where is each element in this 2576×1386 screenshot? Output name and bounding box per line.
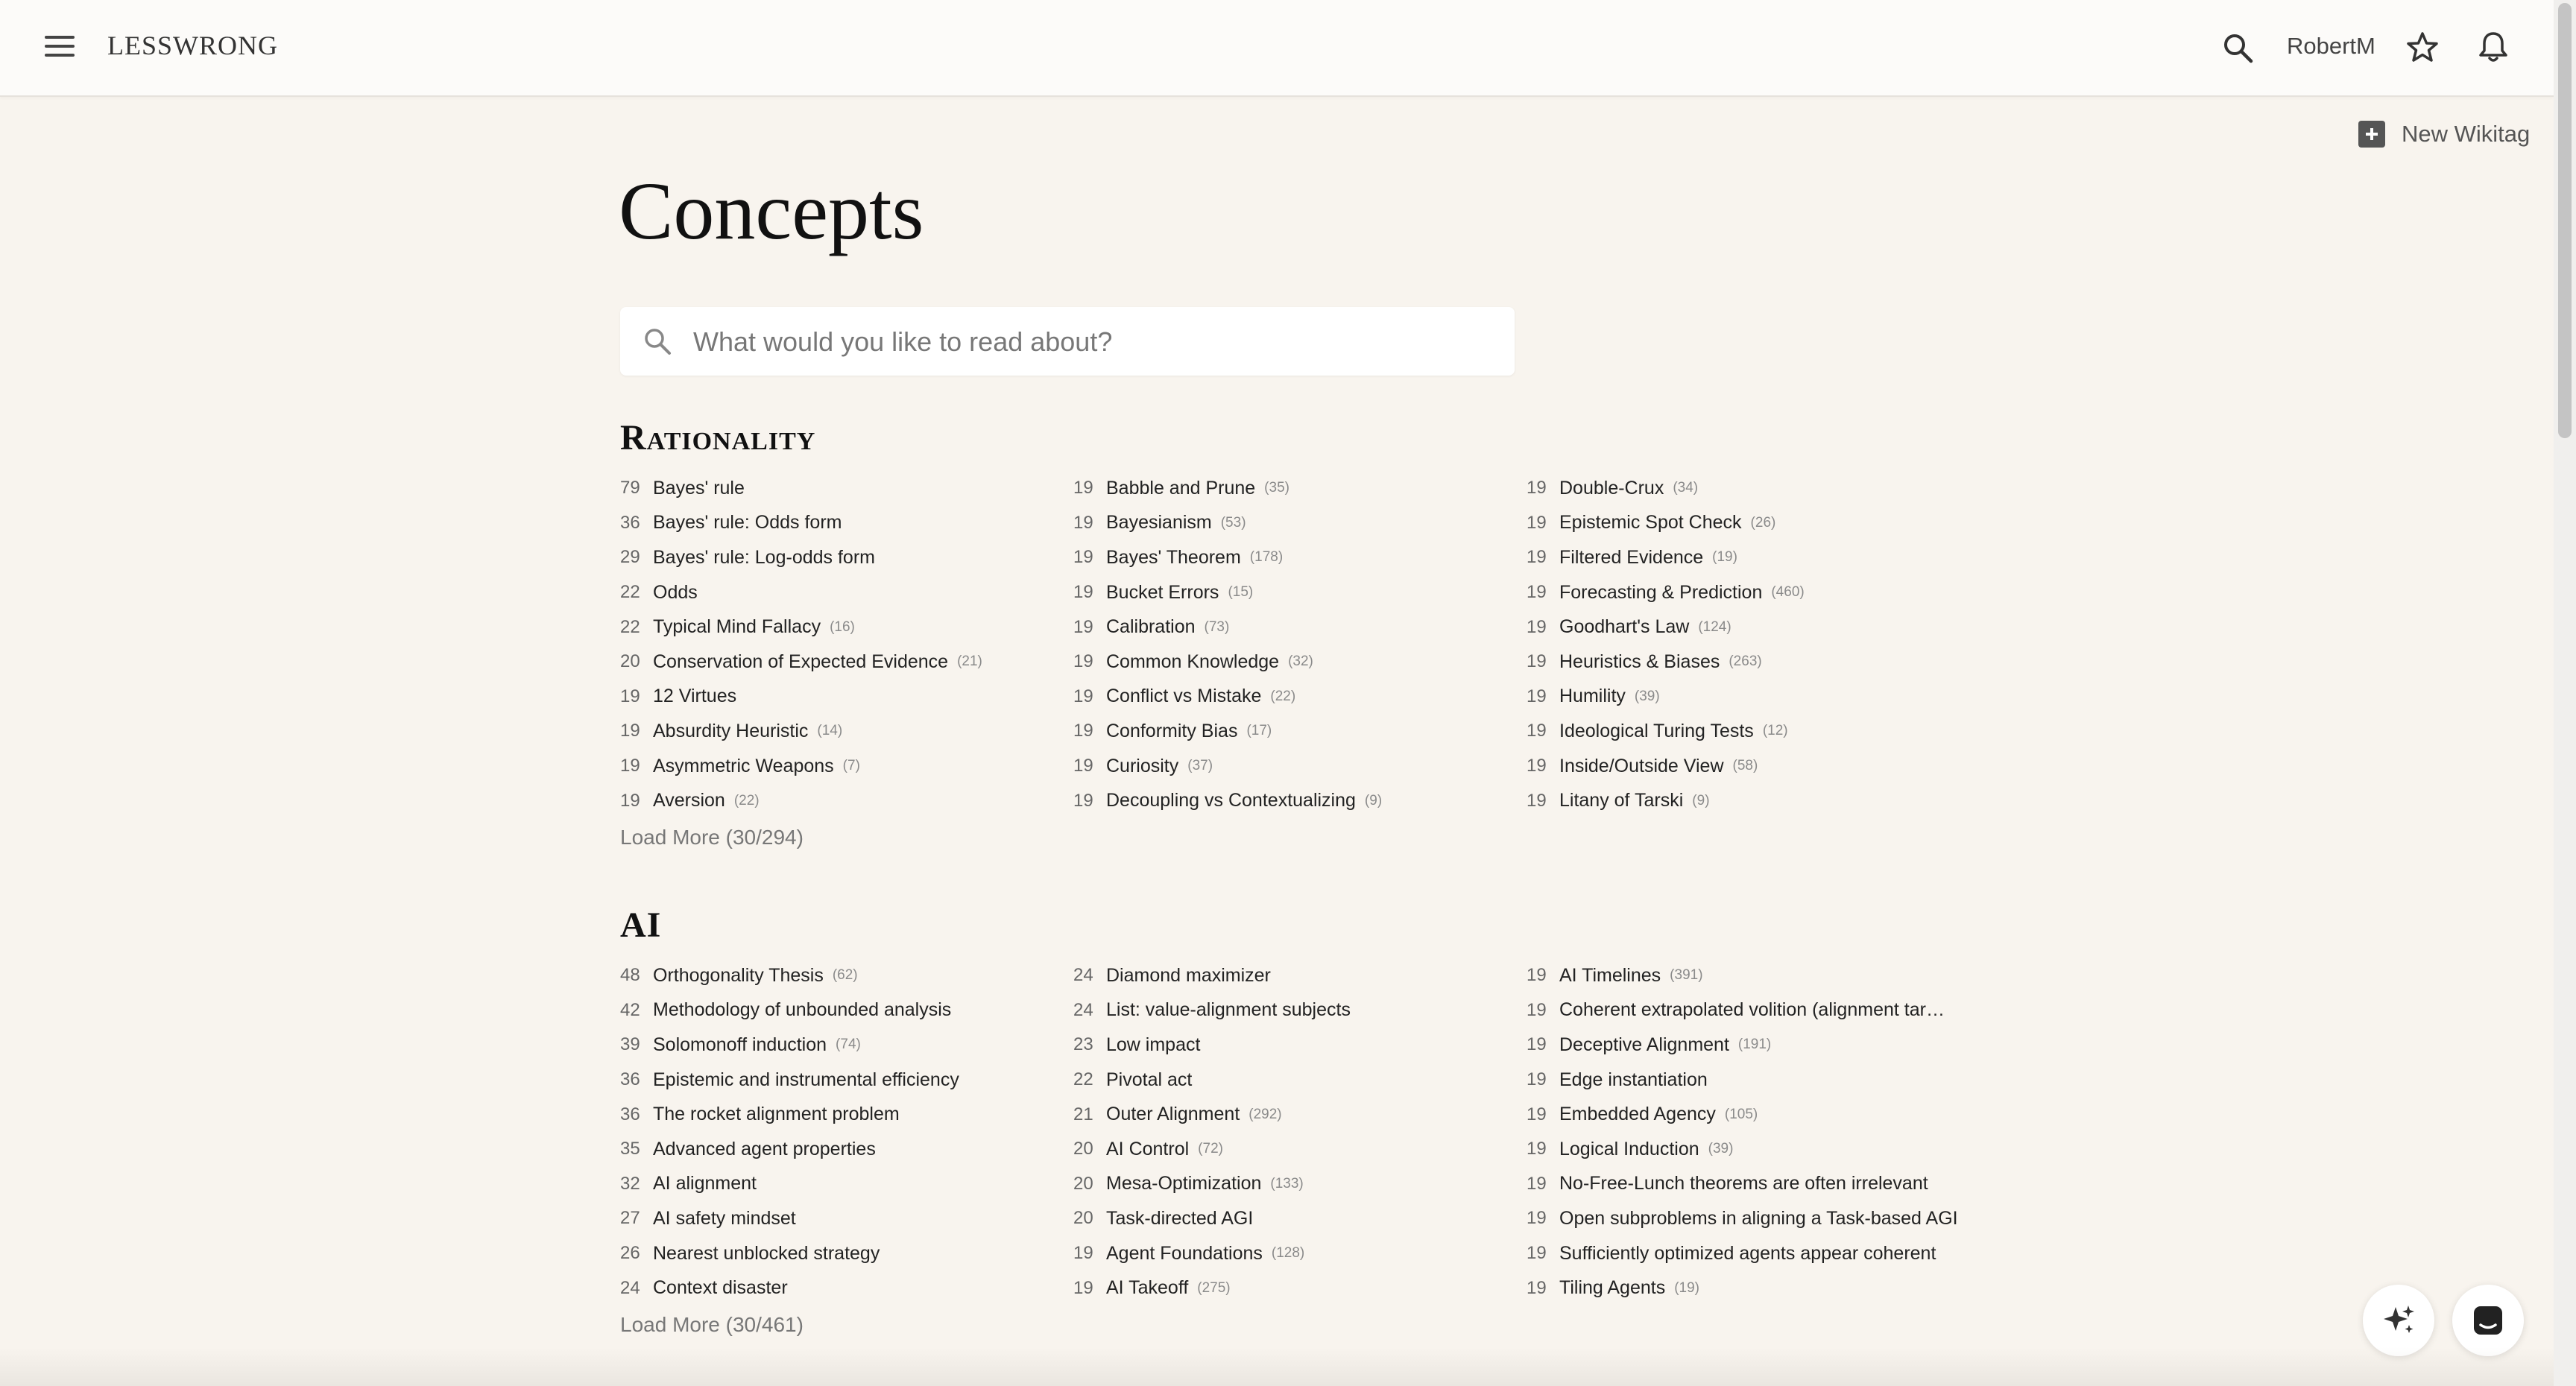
- concept-post-count: (74): [836, 1037, 861, 1053]
- concept-score: 42: [620, 999, 640, 1020]
- concept-link[interactable]: Bayes' rule: Log-odds form: [653, 546, 875, 568]
- concept-link[interactable]: Conflict vs Mistake: [1106, 686, 1262, 707]
- site-logo[interactable]: LESSWRONG: [107, 31, 279, 60]
- concept-list-item[interactable]: [1073, 1236, 1521, 1271]
- concept-list-item[interactable]: [620, 714, 1067, 749]
- load-more-button[interactable]: Load More (30/461): [620, 1313, 804, 1336]
- concept-score: 29: [620, 547, 640, 568]
- concept-link[interactable]: Bayes' Theorem: [1106, 546, 1241, 568]
- concept-post-count: (17): [1246, 723, 1272, 739]
- section-ai: [620, 905, 2036, 1336]
- page-scrollbar[interactable]: [2554, 0, 2576, 1386]
- concept-score: 19: [620, 686, 640, 706]
- concept-score: 19: [1073, 512, 1093, 533]
- concept-list-item[interactable]: [620, 1201, 1067, 1236]
- concept-link[interactable]: Epistemic Spot Check: [1559, 512, 1742, 534]
- concept-link[interactable]: Edge instantiation: [1559, 1069, 1708, 1090]
- concept-link[interactable]: Sufficiently optimized agents appear coherent: [1559, 1242, 1936, 1264]
- concept-list-item[interactable]: [1527, 1097, 1974, 1132]
- concept-score: 19: [1527, 478, 1547, 499]
- concept-post-count: (73): [1204, 618, 1230, 635]
- plus-icon: [2358, 121, 2385, 148]
- concept-link[interactable]: The rocket alignment problem: [653, 1104, 900, 1125]
- concept-list-item[interactable]: [620, 506, 1067, 541]
- concept-link[interactable]: Asymmetric Weapons: [653, 755, 834, 776]
- concept-search-input[interactable]: [692, 317, 1500, 367]
- concept-list-item[interactable]: [620, 958, 1067, 993]
- concept-list-item[interactable]: [1073, 1167, 1521, 1202]
- concept-post-count: (191): [1737, 1037, 1772, 1053]
- concept-post-count: (460): [1771, 584, 1805, 601]
- concept-list-item[interactable]: [620, 1028, 1067, 1063]
- search-icon[interactable]: [2221, 31, 2254, 64]
- concept-list-item[interactable]: [1527, 471, 1974, 506]
- concept-link[interactable]: Tiling Agents: [1559, 1277, 1666, 1299]
- concept-score: 32: [620, 1173, 640, 1194]
- concept-list-item[interactable]: [620, 680, 1067, 715]
- concept-score: 36: [620, 1104, 640, 1124]
- concept-list-item[interactable]: [1073, 540, 1521, 575]
- concept-link[interactable]: Solomonoff induction: [653, 1034, 827, 1055]
- concept-post-count: (9): [1692, 792, 1710, 808]
- concept-list-item[interactable]: [620, 540, 1067, 575]
- concept-score: 19: [1527, 1139, 1547, 1159]
- concept-link[interactable]: Aversion: [653, 790, 725, 811]
- concept-column: [1527, 471, 1974, 818]
- concept-post-count: (178): [1249, 549, 1284, 566]
- concept-list-item[interactable]: [620, 645, 1067, 680]
- concept-list-item[interactable]: [620, 1097, 1067, 1132]
- concept-post-count: (26): [1750, 514, 1776, 531]
- concept-list-item[interactable]: [1073, 749, 1521, 784]
- concept-link[interactable]: Humility: [1559, 686, 1626, 707]
- concept-link[interactable]: Mesa-Optimization: [1106, 1173, 1262, 1194]
- concept-list-item[interactable]: [620, 1270, 1067, 1306]
- concept-column: [620, 958, 1067, 1306]
- concept-post-count: (124): [1698, 618, 1731, 635]
- concept-score: 27: [620, 1208, 640, 1229]
- concept-link[interactable]: 12 Virtues: [653, 686, 737, 707]
- concept-link[interactable]: AI safety mindset: [653, 1207, 796, 1229]
- concept-link[interactable]: Open subproblems in aligning a Task-based AGI: [1559, 1207, 1958, 1229]
- concept-score: 39: [620, 1034, 640, 1055]
- concept-list-item[interactable]: [620, 1063, 1067, 1098]
- chat-icon: [2470, 1303, 2506, 1338]
- concept-score: 19: [1073, 582, 1093, 603]
- concept-post-count: (105): [1724, 1106, 1758, 1122]
- concept-post-count: (263): [1729, 654, 1762, 670]
- concept-list-item[interactable]: [1527, 540, 1974, 575]
- concept-list-item[interactable]: [620, 783, 1067, 818]
- concept-score: 19: [1073, 790, 1093, 811]
- section-title: Rationality: [620, 418, 816, 458]
- concept-post-count: (12): [1762, 723, 1788, 739]
- concept-post-count: (35): [1264, 480, 1289, 496]
- concept-score: 19: [1073, 686, 1093, 706]
- concept-list-item[interactable]: [1073, 958, 1521, 993]
- concept-list-item[interactable]: [1073, 1063, 1521, 1098]
- concept-post-count: (34): [1673, 480, 1699, 496]
- chat-button[interactable]: [2452, 1285, 2524, 1356]
- concept-post-count: (14): [817, 723, 843, 739]
- concept-list-item[interactable]: [1527, 575, 1974, 610]
- concept-list-item[interactable]: [1073, 575, 1521, 610]
- ai-assistant-button[interactable]: [2363, 1285, 2434, 1356]
- concept-score: 48: [620, 965, 640, 986]
- concept-score: 19: [1073, 547, 1093, 568]
- concept-post-count: (21): [957, 654, 982, 670]
- concept-link[interactable]: Double-Crux: [1559, 477, 1664, 499]
- concept-link[interactable]: Babble and Prune: [1106, 477, 1256, 499]
- concept-list-item[interactable]: [1073, 1097, 1521, 1132]
- concept-post-count: (133): [1270, 1175, 1304, 1192]
- concept-link[interactable]: Curiosity: [1106, 755, 1179, 776]
- concept-column: [1073, 471, 1521, 818]
- concept-list-item[interactable]: [1527, 1201, 1974, 1236]
- page-title: Concepts: [619, 165, 924, 256]
- concept-score: 19: [1527, 756, 1547, 776]
- load-more-button[interactable]: Load More (30/294): [620, 826, 804, 849]
- concept-score: 19: [1527, 1034, 1547, 1055]
- concept-score: 19: [1073, 721, 1093, 741]
- concept-score: 19: [1073, 756, 1093, 776]
- concept-link[interactable]: Odds: [653, 581, 698, 603]
- concept-score: 22: [620, 582, 640, 603]
- concept-post-count: (62): [832, 967, 858, 984]
- concept-link[interactable]: Conformity Bias: [1106, 720, 1238, 741]
- concept-score: 24: [1073, 999, 1093, 1020]
- concept-link[interactable]: Absurdity Heuristic: [653, 720, 809, 741]
- concept-post-count: (39): [1634, 688, 1660, 704]
- concept-post-count: (32): [1288, 654, 1313, 670]
- concept-post-count: (22): [1270, 688, 1296, 704]
- concept-link[interactable]: Task-directed AGI: [1106, 1207, 1254, 1229]
- concept-list-item[interactable]: [1527, 783, 1974, 818]
- concept-post-count: (275): [1197, 1279, 1231, 1296]
- concept-link[interactable]: Agent Foundations: [1106, 1242, 1263, 1264]
- concept-link[interactable]: Typical Mind Fallacy: [653, 616, 821, 638]
- concept-post-count: (19): [1712, 549, 1737, 566]
- concept-list-item[interactable]: [1527, 506, 1974, 541]
- concept-list-item[interactable]: [1073, 1132, 1521, 1167]
- concept-post-count: (128): [1271, 1245, 1305, 1262]
- hamburger-menu-icon[interactable]: [45, 36, 75, 60]
- concept-link[interactable]: Embedded Agency: [1559, 1104, 1716, 1125]
- concept-score: 19: [1073, 1243, 1093, 1264]
- concept-list-item[interactable]: [620, 1132, 1067, 1167]
- concept-link[interactable]: Calibration: [1106, 616, 1196, 638]
- concept-list-item[interactable]: [1527, 680, 1974, 715]
- concept-link[interactable]: List: value-alignment subjects: [1106, 999, 1351, 1021]
- concept-link[interactable]: Filtered Evidence: [1559, 546, 1704, 568]
- concept-link[interactable]: Bucket Errors: [1106, 581, 1219, 603]
- concept-link[interactable]: Heuristics & Biases: [1559, 651, 1720, 672]
- concept-list-item[interactable]: [620, 610, 1067, 645]
- concept-list-item[interactable]: [620, 471, 1067, 506]
- concept-list-item[interactable]: [1527, 1167, 1974, 1202]
- concept-link[interactable]: Inside/Outside View: [1559, 755, 1724, 776]
- concept-list-item[interactable]: [1073, 645, 1521, 680]
- concept-post-count: (15): [1228, 584, 1254, 601]
- concept-score: 22: [1073, 1069, 1093, 1090]
- concept-link[interactable]: Bayes' rule: [653, 477, 745, 499]
- concept-score: 19: [620, 790, 640, 811]
- concept-link[interactable]: Methodology of unbounded analysis: [653, 999, 952, 1021]
- concept-link[interactable]: AI Timelines: [1559, 964, 1661, 986]
- concept-link[interactable]: Low impact: [1106, 1034, 1201, 1055]
- concept-link[interactable]: Advanced agent properties: [653, 1138, 876, 1159]
- concept-list-item[interactable]: [1073, 506, 1521, 541]
- concept-link[interactable]: Deceptive Alignment: [1559, 1034, 1729, 1055]
- concept-link[interactable]: Nearest unblocked strategy: [653, 1242, 880, 1264]
- concept-link[interactable]: Bayes' rule: Odds form: [653, 512, 842, 534]
- concept-list-item[interactable]: [1527, 1132, 1974, 1167]
- concept-score: 19: [1527, 1069, 1547, 1090]
- concept-post-count: (16): [830, 618, 855, 635]
- concept-column: [1073, 958, 1521, 1306]
- concept-score: 36: [620, 1069, 640, 1090]
- concept-column: [620, 471, 1067, 818]
- concept-link[interactable]: Decoupling vs Contextualizing: [1106, 790, 1356, 811]
- concept-link[interactable]: Pivotal act: [1106, 1069, 1193, 1090]
- concept-list-item[interactable]: [620, 993, 1067, 1028]
- concept-link[interactable]: Outer Alignment: [1106, 1104, 1240, 1125]
- concept-score: 19: [1073, 1277, 1093, 1298]
- concept-post-count: (391): [1670, 967, 1703, 984]
- bottom-fade: [0, 1347, 2554, 1386]
- concept-score: 35: [620, 1139, 640, 1159]
- concept-post-count: (37): [1187, 758, 1213, 774]
- concept-score: 79: [620, 478, 640, 499]
- user-menu-button[interactable]: RobertM: [2287, 33, 2375, 59]
- concept-search-box[interactable]: [620, 307, 1515, 376]
- concept-score: 20: [1073, 1139, 1093, 1159]
- concept-link[interactable]: AI Control: [1106, 1138, 1190, 1159]
- concept-score: 19: [1527, 686, 1547, 706]
- concept-score: 19: [1527, 1208, 1547, 1229]
- concept-list-item[interactable]: [1073, 680, 1521, 715]
- concept-score: 19: [1073, 651, 1093, 672]
- concept-list-item[interactable]: [1073, 471, 1521, 506]
- concept-list-item[interactable]: [1073, 1201, 1521, 1236]
- bell-icon[interactable]: [2476, 30, 2510, 64]
- concept-list-item[interactable]: [1527, 993, 1974, 1028]
- concept-link[interactable]: Context disaster: [653, 1277, 788, 1299]
- concept-score: 19: [1527, 790, 1547, 811]
- concept-link[interactable]: Litany of Tarski: [1559, 790, 1684, 811]
- new-wikitag-label: New Wikitag: [2402, 121, 2531, 147]
- concept-score: 20: [1073, 1173, 1093, 1194]
- concept-score: 19: [1527, 721, 1547, 741]
- concept-score: 19: [1527, 1243, 1547, 1264]
- concept-score: 19: [1527, 1104, 1547, 1124]
- concept-post-count: (39): [1708, 1141, 1734, 1157]
- concept-link[interactable]: Conservation of Expected Evidence: [653, 651, 949, 672]
- concept-post-count: (292): [1248, 1106, 1282, 1122]
- section-title: AI: [620, 905, 662, 945]
- concept-score: 20: [1073, 1208, 1093, 1229]
- concept-post-count: (53): [1220, 514, 1246, 531]
- concept-list-item[interactable]: [1073, 610, 1521, 645]
- concept-post-count: (7): [842, 758, 860, 774]
- concept-list-item[interactable]: [1073, 1028, 1521, 1063]
- concept-list-item[interactable]: [620, 1236, 1067, 1271]
- concept-post-count: (72): [1198, 1141, 1223, 1157]
- concept-list-item[interactable]: [1527, 1063, 1974, 1098]
- concept-link[interactable]: Goodhart's Law: [1559, 616, 1690, 638]
- concept-link[interactable]: Coherent extrapolated volition (alignment tar…: [1559, 999, 1945, 1021]
- concept-score: 24: [1073, 965, 1093, 986]
- star-icon[interactable]: [2406, 31, 2439, 64]
- concept-link[interactable]: Common Knowledge: [1106, 651, 1280, 672]
- concept-list-item[interactable]: [1527, 749, 1974, 784]
- new-wikitag-button[interactable]: [2358, 119, 2530, 149]
- search-icon: [641, 325, 674, 358]
- concept-score: 19: [1527, 1173, 1547, 1194]
- concept-score: 19: [1527, 1277, 1547, 1298]
- concept-list-item[interactable]: [620, 749, 1067, 784]
- concept-score: 19: [1073, 616, 1093, 637]
- concept-score: 20: [620, 651, 640, 672]
- concept-score: 22: [620, 616, 640, 637]
- scrollbar-thumb[interactable]: [2558, 3, 2572, 438]
- concept-post-count: (9): [1364, 792, 1383, 808]
- concept-link[interactable]: Bayesianism: [1106, 512, 1212, 534]
- concept-list-item[interactable]: [620, 1167, 1067, 1202]
- concept-list-item[interactable]: [1527, 1236, 1974, 1271]
- concept-score: 36: [620, 512, 640, 533]
- concept-score: 19: [1527, 965, 1547, 986]
- section-rationality: [620, 417, 2036, 849]
- top-header: [0, 0, 2554, 97]
- concept-list-item[interactable]: [620, 575, 1067, 610]
- concept-score: 19: [1073, 478, 1093, 499]
- sparkle-icon: [2381, 1303, 2416, 1338]
- concept-list-item[interactable]: [1527, 714, 1974, 749]
- concept-link[interactable]: Diamond maximizer: [1106, 964, 1271, 986]
- concept-post-count: (22): [733, 792, 760, 808]
- concept-link[interactable]: Logical Induction: [1559, 1138, 1699, 1159]
- concept-post-count: (58): [1732, 758, 1758, 774]
- concept-list-item[interactable]: [1527, 958, 1974, 993]
- concept-list-item[interactable]: [1527, 1270, 1974, 1306]
- concept-list-item[interactable]: [1073, 714, 1521, 749]
- concept-list-item[interactable]: [1527, 1028, 1974, 1063]
- concept-list-item[interactable]: [1527, 610, 1974, 645]
- concept-list-item[interactable]: [1073, 783, 1521, 818]
- concept-score: 19: [1527, 616, 1547, 637]
- concept-score: 21: [1073, 1104, 1093, 1124]
- concept-score: 23: [1073, 1034, 1093, 1055]
- concept-post-count: (19): [1674, 1279, 1700, 1296]
- concept-list-item[interactable]: [1073, 1270, 1521, 1306]
- concept-link[interactable]: No-Free-Lunch theorems are often irrelevant: [1559, 1173, 1928, 1194]
- concept-link[interactable]: Ideological Turing Tests: [1559, 720, 1754, 741]
- concept-column: [1527, 958, 1974, 1306]
- concept-score: 19: [620, 721, 640, 741]
- concept-list-item[interactable]: [1527, 645, 1974, 680]
- concept-score: 26: [620, 1243, 640, 1264]
- concept-link[interactable]: Epistemic and instrumental efficiency: [653, 1069, 959, 1090]
- concept-list-item[interactable]: [1073, 993, 1521, 1028]
- concept-link[interactable]: AI alignment: [653, 1173, 757, 1194]
- concept-score: 19: [1527, 582, 1547, 603]
- concept-score: 24: [620, 1277, 640, 1298]
- concept-score: 19: [620, 756, 640, 776]
- concept-score: 19: [1527, 512, 1547, 533]
- concept-link[interactable]: Forecasting & Prediction: [1559, 581, 1763, 603]
- concept-score: 19: [1527, 651, 1547, 672]
- concept-score: 19: [1527, 999, 1547, 1020]
- concept-link[interactable]: Orthogonality Thesis: [653, 964, 824, 986]
- concept-score: 19: [1527, 547, 1547, 568]
- concept-link[interactable]: AI Takeoff: [1106, 1277, 1189, 1299]
